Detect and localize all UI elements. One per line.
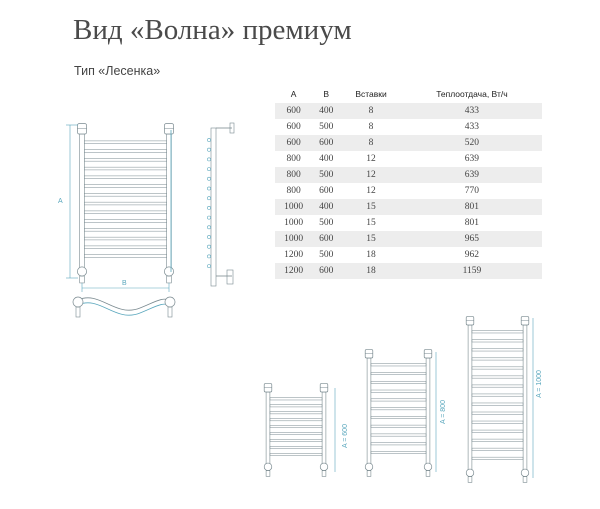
cell-inserts: 8 [340,135,402,151]
cell-a: 800 [275,167,312,183]
cell-inserts: 12 [340,167,402,183]
rung [84,141,166,144]
rung [270,412,322,414]
variant-1000-drawing [466,316,533,482]
rung [472,340,523,342]
valve-stem [523,477,527,483]
top-cap-left [264,383,272,392]
cell-heat-output: 520 [402,135,542,151]
side-rung-end [207,138,210,141]
bottom-valve-left [365,463,373,471]
variant-600-label: A = 600 [342,424,349,448]
rung [472,457,523,459]
top-cap-left [365,349,373,358]
bottom-valve-right [164,267,173,276]
pipe-left [468,325,472,470]
rung [84,185,166,188]
cell-heat-output: 801 [402,199,542,215]
bottom-valve-left [264,463,272,471]
bottom-valve-left [77,267,86,276]
top-pipe-right [165,297,175,307]
top-cap-right [521,316,529,325]
valve-stem [167,276,172,283]
rung [84,246,166,249]
cell-heat-output: 1159 [402,263,542,279]
cell-heat-output: 433 [464,122,480,132]
side-rung-end [207,168,210,171]
cell-a: 800 [286,154,301,164]
side-rung-end [207,177,210,180]
wave-rail-bottom [78,303,170,315]
cell-b: 400 [319,154,334,164]
wave-rail-top [78,298,170,310]
pipe-left [367,358,371,464]
rung [472,412,523,414]
dimension-b-label: B [122,280,127,287]
rung [270,398,322,400]
rung [371,381,426,383]
cell-a: 1000 [275,231,312,247]
cell-a: 600 [286,122,301,132]
top-view-drawing [73,297,175,317]
rung [371,416,426,418]
cell-heat-output: 965 [402,231,542,247]
side-rung-end [207,158,210,161]
rung [84,167,166,170]
rung [371,399,426,401]
side-rung-end [207,265,210,268]
rung [371,425,426,427]
rung [371,364,426,366]
side-rung-end [207,255,210,258]
rung [472,421,523,423]
rung [472,358,523,360]
bottom-valve-left [466,469,474,477]
cell-inserts: 12 [366,186,376,196]
rung [84,237,166,240]
top-cap-right [320,383,328,392]
bottom-valve-right [320,463,328,471]
variant-800-drawing [365,349,436,476]
rung [270,419,322,421]
rung [84,193,166,196]
pipe-right [523,325,527,470]
side-rung-end [207,235,210,238]
rung [371,408,426,410]
rung [371,451,426,453]
cell-b: 400 [312,199,340,215]
valve-stem [426,471,430,477]
rung [472,349,523,351]
pipe-left [80,134,85,268]
top-mount-left [76,307,80,317]
rung [472,367,523,369]
rung [371,372,426,374]
pipe-right [322,392,326,464]
cell-heat-output: 433 [402,103,542,119]
top-cap-right [424,349,432,358]
rung [472,448,523,450]
page-title: Вид «Волна» премиум [73,14,352,46]
valve-stem [468,477,472,483]
cell-b: 500 [312,167,340,183]
cell-inserts: 18 [340,263,402,279]
top-mount-right [168,307,172,317]
cell-heat-output: 801 [464,218,480,228]
cell-heat-output: 639 [402,167,542,183]
side-pipe [211,128,216,286]
column-header-inserts: Вставки [355,88,387,99]
cell-inserts: 8 [368,122,374,132]
rung [84,176,166,179]
rung [472,439,523,441]
side-view-drawing [207,123,234,286]
column-header-b: B [323,88,330,99]
rung [84,228,166,231]
rung [472,394,523,396]
rung [84,220,166,223]
pipe-left [266,392,270,464]
page-subtitle: Тип «Лесенка» [74,64,161,78]
rung [84,158,166,161]
rung [270,439,322,441]
cell-a: 600 [275,135,312,151]
side-rung-end [207,216,210,219]
cell-heat-output: 770 [464,186,480,196]
rung [270,446,322,448]
column-header-heat-output: Теплоотдача, Вт/ч [436,88,508,99]
variant-800-label: A = 800 [440,400,447,424]
cell-inserts: 15 [366,218,376,228]
cell-inserts: 8 [340,103,402,119]
rung [270,453,322,455]
cell-a: 1200 [275,263,312,279]
cell-b: 400 [312,103,340,119]
rung [371,443,426,445]
side-rung-end [207,226,210,229]
rung [84,150,166,153]
rung [84,211,166,214]
side-rung-end [207,187,210,190]
cell-heat-output: 639 [464,154,480,164]
cell-inserts: 15 [340,231,402,247]
cell-a: 800 [286,186,301,196]
valve-stem [266,471,270,477]
rung [472,331,523,333]
rung [270,425,322,427]
bottom-valve-right [521,469,529,477]
cell-b: 500 [319,250,334,260]
rung [371,434,426,436]
column-header-a: A [290,88,297,99]
cell-a: 600 [275,103,312,119]
rung [84,202,166,205]
pipe-right [426,358,430,464]
rung [270,405,322,407]
side-valve [227,270,233,284]
cell-b: 500 [319,122,334,132]
rung [371,390,426,392]
top-pipe-left [73,297,83,307]
side-rung-end [207,148,210,151]
cell-b: 600 [312,135,340,151]
rung [84,255,166,258]
side-rung-end [207,245,210,248]
top-cap-right [164,124,173,134]
cell-b: 600 [312,231,340,247]
cell-a: 1000 [275,199,312,215]
variant-600-drawing [264,383,335,476]
cell-a: 1200 [284,250,304,260]
dimension-a-label: A [58,198,63,205]
side-rung-end [207,206,210,209]
variant-1000-label: A = 1000 [536,370,543,398]
rung [472,376,523,378]
rung [270,432,322,434]
cell-heat-output: 962 [464,250,480,260]
rung [472,385,523,387]
front-view-drawing [66,124,174,292]
top-cap-left [77,124,86,134]
cell-b: 600 [319,186,334,196]
valve-stem [367,471,371,477]
rung [472,403,523,405]
top-cap-left [466,316,474,325]
valve-stem [80,276,85,283]
bottom-valve-right [424,463,432,471]
valve-stem [322,471,326,477]
cell-inserts: 12 [366,154,376,164]
cell-a: 1000 [284,218,304,228]
cell-b: 600 [312,263,340,279]
cell-inserts: 15 [340,199,402,215]
cell-inserts: 18 [366,250,376,260]
side-rung-end [207,197,210,200]
cell-b: 500 [319,218,334,228]
rung [472,430,523,432]
